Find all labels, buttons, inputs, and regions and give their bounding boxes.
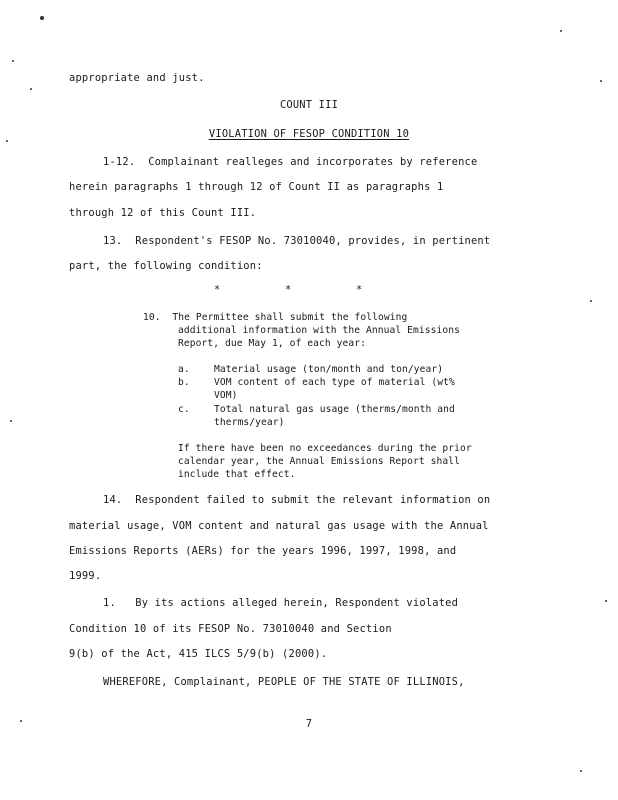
scan-speck [10, 420, 12, 422]
paragraph-14-line-1: 14. Respondent failed to submit the relevant information on [103, 494, 491, 506]
paragraph-14-line-3: Emissions Reports (AERs) for the years 1996, 1997, 1998, and [69, 545, 457, 557]
item-b-label: b. [178, 377, 190, 388]
condition-10-line-2: additional information with the Annual Emissions [178, 325, 461, 336]
item-a-label: a. [178, 364, 190, 375]
condition-10-line-3: Report, due May 1, of each year: [178, 338, 367, 349]
count-subtitle: VIOLATION OF FESOP CONDITION 10 [208, 128, 410, 140]
scan-speck [580, 770, 582, 772]
scan-speck [30, 88, 32, 90]
note-line-3: include that effect. [178, 469, 296, 480]
note-line-1: If there have been no exceedances during the prior [178, 443, 472, 454]
item-c-text-1: Total natural gas usage (therms/month and [214, 404, 455, 415]
item-c-text-2: therms/year) [214, 417, 285, 428]
scan-speck [12, 60, 14, 62]
item-b-text-2: VOM) [214, 390, 238, 401]
scan-speck [40, 16, 44, 20]
paragraph-15-line-2: Condition 10 of its FESOP No. 73010040 and Section [69, 623, 392, 635]
paragraph-1-12-line-3: through 12 of this Count III. [69, 207, 257, 219]
ellipsis-stars: * * * [214, 284, 363, 296]
wherefore-line: WHEREFORE, Complainant, PEOPLE OF THE STATE OF ILLINOIS, [103, 676, 465, 688]
scan-speck [600, 80, 602, 82]
scan-speck [590, 300, 592, 302]
paragraph-14-line-2: material usage, VOM content and natural gas usage with the Annual [69, 520, 489, 532]
item-a-text: Material usage (ton/month and ton/year) [214, 364, 444, 375]
count-title: COUNT III [279, 99, 339, 111]
paragraph-15-line-3: 9(b) of the Act, 415 ILCS 5/9(b) (2000). [69, 648, 328, 660]
item-b-text-1: VOM content of each type of material (wt% [214, 377, 455, 388]
paragraph-1-12-line-1: 1-12. Complainant realleges and incorporates by reference [103, 156, 478, 168]
scan-speck [605, 600, 607, 602]
note-line-2: calendar year, the Annual Emissions Report shall [178, 456, 461, 467]
continuation-line: appropriate and just. [69, 72, 205, 84]
paragraph-1-12-line-2: herein paragraphs 1 through 12 of Count II as paragraphs 1 [69, 181, 444, 193]
condition-10-line-1: 10. The Permittee shall submit the following [143, 312, 408, 323]
item-c-label: c. [178, 404, 190, 415]
paragraph-13-line-1: 13. Respondent's FESOP No. 73010040, provides, in pertinent [103, 235, 491, 247]
scan-speck [560, 30, 562, 32]
paragraph-13-line-2: part, the following condition: [69, 260, 263, 272]
paragraph-15-line-1: 1. By its actions alleged herein, Respondent violated [103, 597, 459, 609]
page-number: 7 [305, 718, 313, 730]
paragraph-14-line-4: 1999. [69, 570, 102, 582]
